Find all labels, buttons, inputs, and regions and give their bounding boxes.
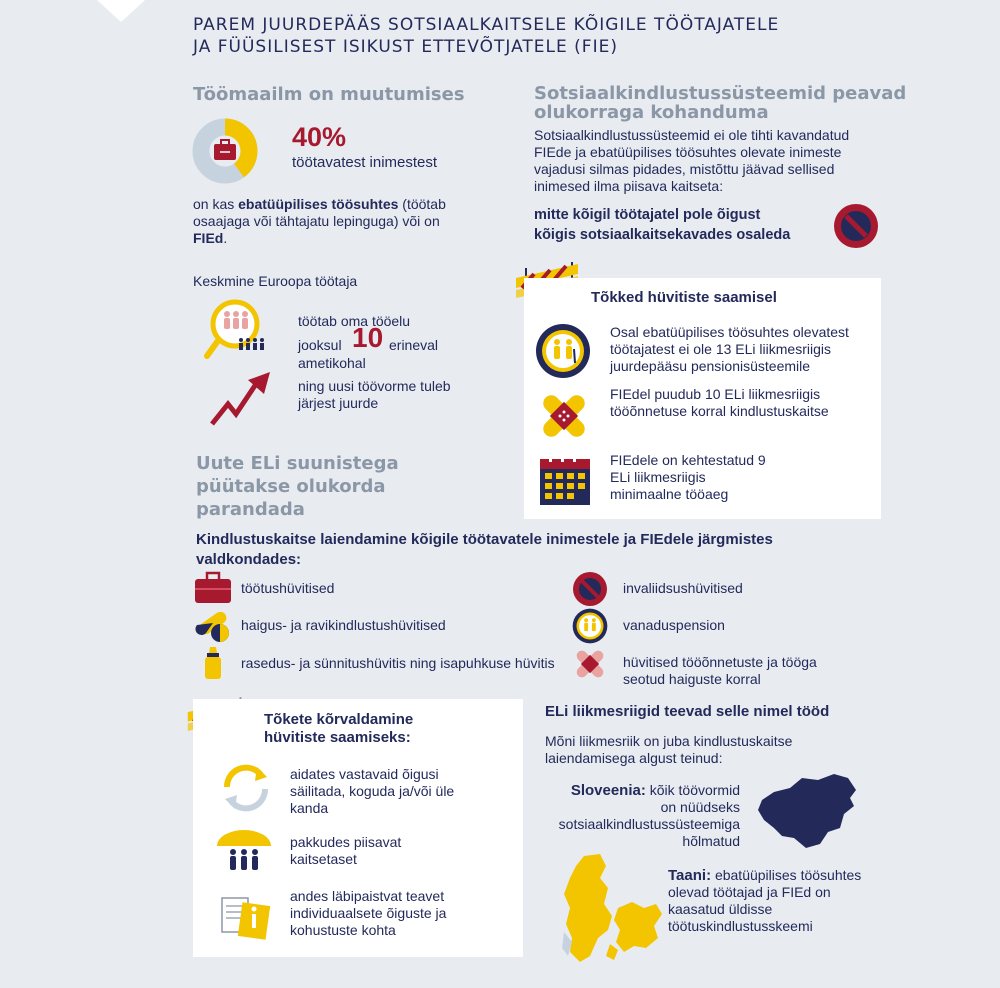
obstacle-text-1: Osal ebatüüpilises töösuhtes olevatest töötajatest ei ole 13 ELi liikmesriigis juurdepääsu pensionisüsteemile	[610, 324, 849, 374]
systems-body: Sotsiaalkindlustussüsteemid ei ole tihti kavandatud FIEde ja ebatüüpilises töösuhtes olevate inimeste vajadusi silmas pidades, mistõttu jäävad sellised inimesed ilma piisava kaitseta:	[534, 127, 850, 194]
obstacles-heading: Tõkked hüvitiste saamisel	[591, 289, 777, 306]
no-entry-icon	[833, 203, 879, 249]
removal-heading: Tõkete kõrvaldamine hüvitiste saamiseks:	[264, 711, 414, 746]
coverage-right-1: invaliidsushüvitised	[623, 580, 743, 596]
no-entry-icon	[572, 571, 608, 607]
avg-line2-post: erineval	[389, 337, 439, 353]
obstacle-text-3: FIEdele on kehtestatud 9 ELi liikmesriigis minimaalne tööaeg	[610, 452, 766, 502]
countries-intro: Mõni liikmesriik on juba kindlustuskaitse laiendamisega algust teinud:	[545, 733, 793, 766]
avg-number: 10	[352, 322, 384, 353]
elderly-couple-icon	[535, 323, 591, 379]
calendar-icon	[537, 451, 593, 507]
info-document-icon	[220, 894, 272, 940]
avg-line3: ametikohal	[298, 355, 366, 371]
coverage-right-3: hüvitised tööõnnetuste ja tööga seotud haiguste korral	[623, 654, 817, 687]
denmark-map	[560, 852, 664, 966]
baby-bottle-icon	[202, 645, 224, 681]
stat-value: 40%	[292, 122, 347, 152]
umbrella-people-icon	[215, 828, 273, 872]
top-notch-shape	[97, 0, 145, 24]
page-title-line2: JA FÜÜSILISEST ISIKUST ETTEVÕTJATELE (FIE)	[193, 37, 618, 57]
transfer-arrows-icon	[221, 763, 271, 813]
systems-heading: Sotsiaalkindlustussüsteemid peavad olukorraga kohanduma	[534, 83, 907, 123]
magnifier-people-icon	[203, 298, 273, 360]
page-title	[193, 14, 779, 58]
bandage-icon	[572, 646, 608, 682]
coverage-heading: Kindlustuskaitse laiendamine kõigile töötavatele inimestele ja FIEdele järgmistes valdkondades:	[196, 531, 773, 568]
pill-icon	[194, 609, 232, 643]
slovenia-text: Sloveenia: kõik töövormid on nüüdseks sotsiaalkindlustussüsteemiga hõlmatud	[558, 782, 740, 849]
work-world-heading: Töömaailm on muutumises	[193, 84, 465, 105]
stat-label: töötavatest inimestest	[292, 154, 438, 171]
avg-worker-label: Keskmine Euroopa töötaja	[193, 273, 358, 289]
coverage-left-2: haigus- ja ravikindlustushüvitised	[241, 617, 446, 633]
slovenia-map	[756, 770, 860, 850]
coverage-left-1: töötushüvitised	[241, 580, 335, 596]
elderly-couple-icon	[572, 608, 608, 644]
removal-text-2: pakkudes piisavat kaitsetaset	[290, 834, 402, 867]
rising-arrow-icon	[208, 370, 272, 428]
denmark-text: Taani: ebatüüpilises töösuhtes olevad töötajad ja FIEd on kaasatud üldisse töötuskindlustusskeemi	[668, 867, 862, 934]
coverage-left-3: rasedus- ja sünnitushüvitis ning isapuhkuse hüvitis	[241, 655, 555, 671]
briefcase-icon	[193, 571, 233, 605]
coverage-right-2: vanaduspension	[623, 617, 725, 633]
removal-text-3: andes läbipaistvat teavet individuaalsete õiguste ja kohustuste kohta	[290, 888, 447, 938]
stat-description: on kas ebatüüpilises töösuhtes (töötab osaajaga või tähtajatu lepinguga) või on FIEd.	[193, 196, 446, 246]
avg-line1: töötab oma tööelu	[298, 313, 411, 329]
donut-chart-icon	[192, 118, 258, 184]
removal-text-1: aidates vastavaid õigusi säilitada, koguda ja/või üle kanda	[290, 766, 455, 816]
systems-bold-text: mitte kõigil töötajatel pole õigust kõigis sotsiaalkaitsekavades osaleda	[534, 207, 791, 243]
obstacle-text-2: FIEdel puudub 10 ELi liikmesriigis tööõnnetuse korral kindlustuskaitse	[610, 386, 829, 419]
bandage-icon	[536, 388, 592, 444]
countries-heading: ELi liikmesriigid teevad selle nimel tööd	[545, 703, 830, 720]
new-rules-heading: Uute ELi suunistega püütakse olukorda parandada	[196, 453, 399, 520]
new-forms-text: ning uusi töövorme tuleb järjest juurde	[298, 378, 451, 411]
avg-line2-pre: jooksul	[298, 337, 342, 353]
page-title-line1: PAREM JUURDEPÄÄS SOTSIAALKAITSELE KÕIGILE TÖÖTAJATELE	[193, 15, 780, 35]
